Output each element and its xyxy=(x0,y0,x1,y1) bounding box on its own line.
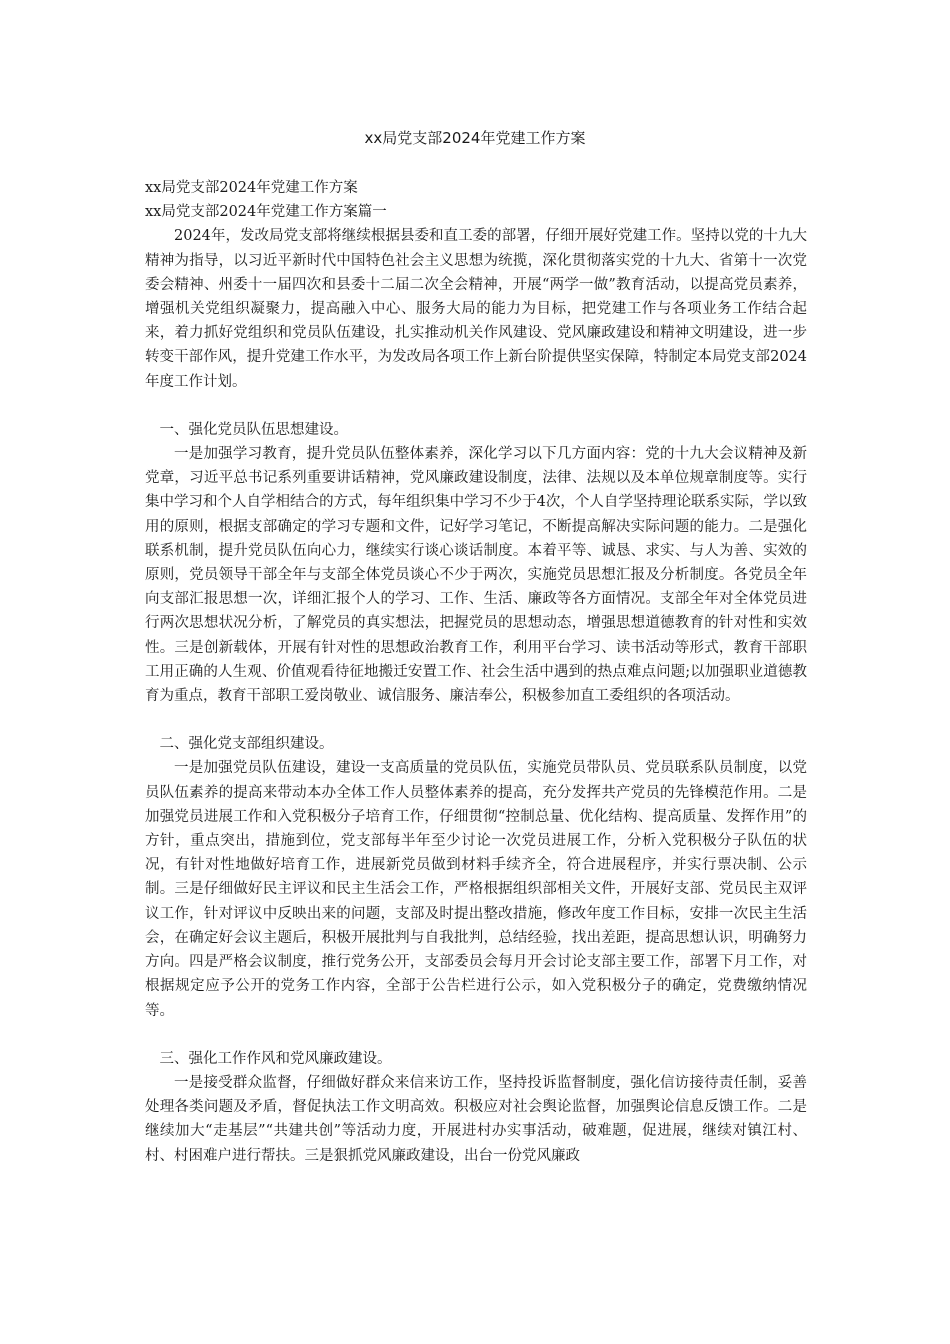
section-body-1: 一是加强学习教育，提升党员队伍整体素养，深化学习以下几方面内容：党的十九大会议精神及新党章，习近平总书记系列重要讲话精神，党风廉政建设制度，法律、法规以及本单位规章制度等。实行集中学习和个人自学相结合的方式，每年组织集中学习不少于4次，个人自学坚持理论联系实际，学以致用的原则，根据支部确定的学习专题和文件，记好学习笔记，不断提高解决实际问题的能力。二是强化联系机制，提升党员队伍向心力，继续实行谈心谈话制度。本着平等、诚恳、求实、与人为善、实效的原则，党员领导干部全年与支部全体党员谈心不少于两次，实施党员思想汇报及分析制度。各党员全年向支部汇报思想一次，详细汇报个人的学习、工作、生活、廉政等各方面情况。支部全年对全体党员进行两次思想状况分析，了解党员的真实想法，把握党员的思想动态，增强思想道德教育的针对性和实效性。三是创新载体，开展有针对性的思想政治教育工作，利用平台学习、读书活动等形式，教育干部职工用正确的人生观、价值观看待征地搬迁安置工作、社会生活中遇到的热点难点问题;以加强职业道德教育为重点，教育干部职工爱岗敬业、诚信服务、廉洁奉公，积极参加直工委组织的各项活动。 xyxy=(145,446,807,705)
document-title: xx局党支部2024年党建工作方案 xyxy=(364,129,586,147)
section-heading-1: 一、强化党员队伍思想建设。 xyxy=(159,421,348,438)
subtitle-line-1: xx局党支部2024年党建工作方案 xyxy=(145,180,358,196)
section-heading-2: 二、强化党支部组织建设。 xyxy=(159,736,334,753)
section-heading-3: 三、强化工作作风和党风廉政建设。 xyxy=(159,1050,392,1067)
intro-paragraph: 2024年，发改局党支部将继续根据县委和直工委的部署，仔细开展好党建工作。坚持以党的十九大精神为指导，以习近平新时代中国特色社会主义思想为统揽，深化贯彻落实党的十九大、省第十一次党委会精神、州委十一届四次和县委十二届二次全会精神，开展“两学一做”教育活动，以提高党员素养，增强机关党组织凝聚力，提高融入中心、服务大局的能力为目标，把党建工作与各项业务工作结合起来，着力抓好党组织和党员队伍建设，扎实推动机关作风建设、党风廉政建设和精神文明建设，进一步转变干部作风，提升党建工作水平，为发改局各项工作上新台阶提供坚实保障，特制定本局党支部2024年度工作计划。 xyxy=(145,228,807,390)
section-body-3: 一是接受群众监督，仔细做好群众来信来访工作，坚持投诉监督制度，强化信访接待责任制，妥善处理各类问题及矛盾，督促执法工作文明高效。积极应对社会舆论监督，加强舆论信息反馈工作。二是继续加大“走基层”“共建共创”等活动力度，开展进村办实事活动，破难题，促进展，继续对镇江村、村、村困难户进行帮扶。三是狠抓党风廉政建设，出台一份党风廉政 xyxy=(145,1074,807,1164)
section-body-2: 一是加强党员队伍建设，建设一支高质量的党员队伍，实施党员带队员、党员联系队员制度，以党员队伍素养的提高来带动本办全体工作人员整体素养的提高，充分发挥共产党员的先锋模范作用。二是加强党员进展工作和入党积极分子培育工作，仔细贯彻“控制总量、优化结构、提高质量、发挥作用”的方针，重点突出，措施到位，党支部每半年至少讨论一次党员进展工作，分析入党积极分子队伍的状况，有针对性地做好培育工作，进展新党员做到材料手续齐全，符合进展程序，并实行票决制、公示制。三是仔细做好民主评议和民主生活会工作，严格根据组织部相关文件，开展好支部、党员民主双评议工作，针对评议中反映出来的问题，支部及时提出整改措施，修改年度工作目标，安排一次民主生活会，在确定好会议主题后，积极开展批判与自我批判，总结经验，找出差距，提高思想认识，明确努力方向。四是严格会议制度，推行党务公开，支部委员会每月开会讨论支部主要工作，部署下月工作，对根据规定应予公开的党务工作内容，全部于公告栏进行公示，如入党积极分子的确定，党费缴纳情况等。 xyxy=(145,760,807,1019)
document-body xyxy=(145,176,807,1168)
subtitle-line-2: xx局党支部2024年党建工作方案篇一 xyxy=(145,204,387,221)
